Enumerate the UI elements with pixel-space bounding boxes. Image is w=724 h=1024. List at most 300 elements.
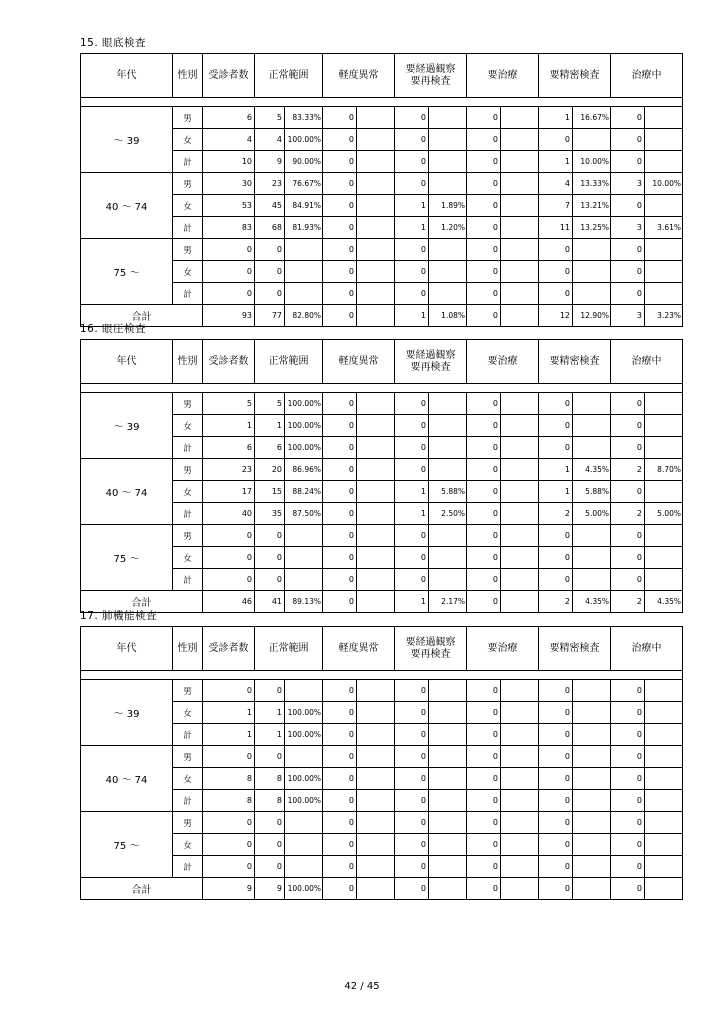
detailed-exam-count: 0 <box>539 746 573 768</box>
mild-abnormal-count: 0 <box>323 503 357 525</box>
examinees-cell: 0 <box>203 746 255 768</box>
sex-cell: 計 <box>173 790 203 812</box>
under-treatment-pct <box>645 151 683 173</box>
normal-range-count: 20 <box>255 459 285 481</box>
detailed-exam-count: 0 <box>539 393 573 415</box>
detailed-exam-pct: 13.21% <box>573 195 611 217</box>
age-group-cell: 75 ～ <box>81 239 173 305</box>
normal-range-pct: 90.00% <box>285 151 323 173</box>
detailed-exam-count: 0 <box>539 283 573 305</box>
examinees-cell: 0 <box>203 569 255 591</box>
needs-treatment-count: 0 <box>467 746 501 768</box>
normal-range-count: 45 <box>255 195 285 217</box>
detailed-exam-count: 0 <box>539 129 573 151</box>
lung-function-table <box>80 626 683 900</box>
needs-treatment-pct <box>501 107 539 129</box>
header-detailed: 要精密検査 <box>539 340 611 384</box>
age-group-cell: 40 ～ 74 <box>81 746 173 812</box>
needs-treatment-pct <box>501 129 539 151</box>
table-row <box>81 525 683 547</box>
under-treatment-pct <box>645 702 683 724</box>
age-group-cell: ～ 39 <box>81 107 173 173</box>
followup-recheck-count: 0 <box>395 107 429 129</box>
needs-treatment-count: 0 <box>467 812 501 834</box>
examinees-cell: 0 <box>203 283 255 305</box>
mild-abnormal-pct <box>357 525 395 547</box>
detailed-exam-count: 0 <box>539 547 573 569</box>
needs-treatment-count: 0 <box>467 393 501 415</box>
examinees-cell: 17 <box>203 481 255 503</box>
followup-recheck-count: 0 <box>395 834 429 856</box>
normal-range-pct <box>285 239 323 261</box>
under-treatment-count: 0 <box>611 195 645 217</box>
detailed-exam-count: 4 <box>539 173 573 195</box>
examinees-cell: 30 <box>203 173 255 195</box>
under-treatment-pct: 10.00% <box>645 173 683 195</box>
under-treatment-count: 0 <box>611 151 645 173</box>
header-row <box>81 340 683 384</box>
followup-recheck-pct <box>429 768 467 790</box>
header-normal: 正常範囲 <box>255 340 323 384</box>
normal-range-count: 5 <box>255 107 285 129</box>
followup-recheck-count: 0 <box>395 569 429 591</box>
needs-treatment-count: 0 <box>467 437 501 459</box>
detailed-exam-count: 0 <box>539 834 573 856</box>
under-treatment-count: 0 <box>611 525 645 547</box>
under-treatment-count: 2 <box>611 503 645 525</box>
normal-range-count: 0 <box>255 812 285 834</box>
examinees-cell: 0 <box>203 834 255 856</box>
followup-recheck-pct <box>429 856 467 878</box>
total-mild-abnormal-pct <box>357 591 395 613</box>
followup-recheck-pct <box>429 724 467 746</box>
mild-abnormal-pct <box>357 283 395 305</box>
header-followup-line1: 要経過観察 <box>405 349 456 361</box>
detailed-exam-pct <box>573 283 611 305</box>
normal-range-count: 8 <box>255 768 285 790</box>
total-mild-abnormal-count: 0 <box>323 305 357 327</box>
sex-cell: 計 <box>173 283 203 305</box>
header-followup-line2: 要再検査 <box>410 648 451 660</box>
normal-range-pct <box>285 569 323 591</box>
normal-range-count: 0 <box>255 680 285 702</box>
needs-treatment-pct <box>501 856 539 878</box>
mild-abnormal-count: 0 <box>323 217 357 239</box>
mild-abnormal-pct <box>357 702 395 724</box>
needs-treatment-pct <box>501 151 539 173</box>
detailed-exam-count: 11 <box>539 217 573 239</box>
under-treatment-count: 3 <box>611 217 645 239</box>
under-treatment-count: 0 <box>611 812 645 834</box>
header-under-treatment: 治療中 <box>611 340 683 384</box>
under-treatment-pct <box>645 129 683 151</box>
spacer-cell <box>81 384 683 393</box>
needs-treatment-count: 0 <box>467 459 501 481</box>
under-treatment-count: 0 <box>611 768 645 790</box>
under-treatment-pct <box>645 569 683 591</box>
header-row <box>81 54 683 98</box>
normal-range-count: 0 <box>255 283 285 305</box>
spacer-row <box>81 671 683 680</box>
total-examinees: 46 <box>203 591 255 613</box>
normal-range-count: 0 <box>255 239 285 261</box>
examinees-cell: 0 <box>203 239 255 261</box>
mild-abnormal-count: 0 <box>323 283 357 305</box>
detailed-exam-pct: 5.00% <box>573 503 611 525</box>
total-detailed-exam-count: 0 <box>539 878 573 900</box>
detailed-exam-count: 0 <box>539 856 573 878</box>
spacer-row <box>81 384 683 393</box>
mild-abnormal-pct <box>357 812 395 834</box>
needs-treatment-count: 0 <box>467 151 501 173</box>
detailed-exam-pct <box>573 129 611 151</box>
followup-recheck-count: 0 <box>395 239 429 261</box>
under-treatment-count: 0 <box>611 437 645 459</box>
sex-cell: 男 <box>173 680 203 702</box>
total-under-treatment-count: 3 <box>611 305 645 327</box>
normal-range-count: 1 <box>255 724 285 746</box>
followup-recheck-pct <box>429 173 467 195</box>
under-treatment-pct <box>645 724 683 746</box>
header-followup-line2: 要再検査 <box>410 75 451 87</box>
header-under-treatment: 治療中 <box>611 627 683 671</box>
mild-abnormal-pct <box>357 415 395 437</box>
examinees-cell: 8 <box>203 790 255 812</box>
followup-recheck-pct <box>429 790 467 812</box>
needs-treatment-count: 0 <box>467 680 501 702</box>
examinees-cell: 23 <box>203 459 255 481</box>
normal-range-count: 0 <box>255 834 285 856</box>
total-needs-treatment-pct <box>501 878 539 900</box>
under-treatment-count: 0 <box>611 790 645 812</box>
age-group-cell: ～ 39 <box>81 680 173 746</box>
sex-cell: 計 <box>173 856 203 878</box>
under-treatment-count: 0 <box>611 107 645 129</box>
followup-recheck-count: 1 <box>395 217 429 239</box>
normal-range-pct: 100.00% <box>285 437 323 459</box>
followup-recheck-pct <box>429 129 467 151</box>
total-followup-recheck-pct: 2.17% <box>429 591 467 613</box>
total-under-treatment-pct <box>645 878 683 900</box>
mild-abnormal-count: 0 <box>323 702 357 724</box>
detailed-exam-pct <box>573 569 611 591</box>
followup-recheck-pct <box>429 261 467 283</box>
mild-abnormal-pct <box>357 239 395 261</box>
total-examinees: 93 <box>203 305 255 327</box>
mild-abnormal-pct <box>357 393 395 415</box>
under-treatment-count: 0 <box>611 569 645 591</box>
needs-treatment-count: 0 <box>467 768 501 790</box>
mild-abnormal-pct <box>357 481 395 503</box>
followup-recheck-pct: 1.89% <box>429 195 467 217</box>
section-title-15: 15. 眼底検査 <box>80 37 147 49</box>
total-normal-range-count: 9 <box>255 878 285 900</box>
sex-cell: 男 <box>173 459 203 481</box>
header-normal: 正常範囲 <box>255 54 323 98</box>
needs-treatment-count: 0 <box>467 724 501 746</box>
mild-abnormal-pct <box>357 790 395 812</box>
followup-recheck-pct <box>429 547 467 569</box>
header-sex: 性別 <box>173 627 203 671</box>
under-treatment-count: 0 <box>611 239 645 261</box>
detailed-exam-count: 0 <box>539 415 573 437</box>
needs-treatment-pct <box>501 173 539 195</box>
normal-range-count: 15 <box>255 481 285 503</box>
normal-range-pct <box>285 746 323 768</box>
detailed-exam-pct: 13.25% <box>573 217 611 239</box>
sex-cell: 男 <box>173 239 203 261</box>
under-treatment-count: 0 <box>611 834 645 856</box>
needs-treatment-count: 0 <box>467 834 501 856</box>
followup-recheck-count: 0 <box>395 415 429 437</box>
normal-range-pct: 81.93% <box>285 217 323 239</box>
detailed-exam-count: 7 <box>539 195 573 217</box>
needs-treatment-pct <box>501 393 539 415</box>
mild-abnormal-pct <box>357 173 395 195</box>
detailed-exam-pct <box>573 834 611 856</box>
header-under-treatment: 治療中 <box>611 54 683 98</box>
total-followup-recheck-count: 0 <box>395 878 429 900</box>
examinees-cell: 1 <box>203 724 255 746</box>
examinees-cell: 1 <box>203 415 255 437</box>
spacer-row <box>81 98 683 107</box>
detailed-exam-pct <box>573 856 611 878</box>
normal-range-pct <box>285 812 323 834</box>
mild-abnormal-pct <box>357 217 395 239</box>
total-mild-abnormal-count: 0 <box>323 591 357 613</box>
mild-abnormal-pct <box>357 129 395 151</box>
total-detailed-exam-count: 12 <box>539 305 573 327</box>
header-mild: 軽度異常 <box>323 627 395 671</box>
under-treatment-count: 0 <box>611 129 645 151</box>
normal-range-count: 0 <box>255 569 285 591</box>
followup-recheck-pct <box>429 525 467 547</box>
detailed-exam-pct <box>573 812 611 834</box>
total-mild-abnormal-pct <box>357 878 395 900</box>
under-treatment-pct <box>645 195 683 217</box>
table-row <box>81 746 683 768</box>
header-age: 年代 <box>81 340 173 384</box>
total-mild-abnormal-count: 0 <box>323 878 357 900</box>
under-treatment-pct <box>645 834 683 856</box>
header-followup <box>395 54 467 98</box>
mild-abnormal-pct <box>357 261 395 283</box>
mild-abnormal-count: 0 <box>323 547 357 569</box>
needs-treatment-count: 0 <box>467 107 501 129</box>
detailed-exam-pct <box>573 437 611 459</box>
detailed-exam-count: 0 <box>539 569 573 591</box>
under-treatment-pct <box>645 437 683 459</box>
followup-recheck-pct <box>429 151 467 173</box>
mild-abnormal-count: 0 <box>323 261 357 283</box>
total-label: 合計 <box>81 591 203 613</box>
total-under-treatment-pct: 4.35% <box>645 591 683 613</box>
under-treatment-pct: 3.61% <box>645 217 683 239</box>
table-body <box>81 340 683 613</box>
sex-cell: 女 <box>173 481 203 503</box>
under-treatment-pct <box>645 680 683 702</box>
normal-range-count: 8 <box>255 790 285 812</box>
normal-range-pct: 84.91% <box>285 195 323 217</box>
normal-range-pct: 100.00% <box>285 415 323 437</box>
mild-abnormal-count: 0 <box>323 393 357 415</box>
total-row <box>81 591 683 613</box>
needs-treatment-pct <box>501 283 539 305</box>
followup-recheck-pct <box>429 393 467 415</box>
age-group-cell: 40 ～ 74 <box>81 173 173 239</box>
sex-cell: 女 <box>173 702 203 724</box>
examinees-cell: 40 <box>203 503 255 525</box>
examinees-cell: 0 <box>203 680 255 702</box>
normal-range-count: 0 <box>255 525 285 547</box>
followup-recheck-count: 0 <box>395 283 429 305</box>
mild-abnormal-pct <box>357 151 395 173</box>
normal-range-count: 5 <box>255 393 285 415</box>
sex-cell: 女 <box>173 261 203 283</box>
detailed-exam-pct <box>573 790 611 812</box>
needs-treatment-count: 0 <box>467 569 501 591</box>
mild-abnormal-count: 0 <box>323 856 357 878</box>
detailed-exam-pct: 5.88% <box>573 481 611 503</box>
detailed-exam-pct <box>573 547 611 569</box>
total-detailed-exam-pct: 4.35% <box>573 591 611 613</box>
mild-abnormal-count: 0 <box>323 173 357 195</box>
normal-range-pct <box>285 283 323 305</box>
needs-treatment-pct <box>501 261 539 283</box>
under-treatment-pct <box>645 746 683 768</box>
sex-cell: 計 <box>173 151 203 173</box>
age-group-cell: 40 ～ 74 <box>81 459 173 525</box>
followup-recheck-count: 1 <box>395 481 429 503</box>
sex-cell: 男 <box>173 746 203 768</box>
detailed-exam-count: 2 <box>539 503 573 525</box>
normal-range-pct: 100.00% <box>285 393 323 415</box>
under-treatment-pct <box>645 812 683 834</box>
mild-abnormal-count: 0 <box>323 107 357 129</box>
needs-treatment-pct <box>501 239 539 261</box>
needs-treatment-pct <box>501 702 539 724</box>
table-row <box>81 107 683 129</box>
under-treatment-pct <box>645 790 683 812</box>
sex-cell: 計 <box>173 569 203 591</box>
total-under-treatment-pct: 3.23% <box>645 305 683 327</box>
mild-abnormal-pct <box>357 724 395 746</box>
needs-treatment-pct <box>501 547 539 569</box>
total-needs-treatment-count: 0 <box>467 305 501 327</box>
page-number: 42 / 45 <box>344 981 380 992</box>
mild-abnormal-count: 0 <box>323 834 357 856</box>
normal-range-count: 1 <box>255 702 285 724</box>
total-needs-treatment-count: 0 <box>467 591 501 613</box>
followup-recheck-pct <box>429 283 467 305</box>
normal-range-pct: 100.00% <box>285 724 323 746</box>
normal-range-count: 0 <box>255 746 285 768</box>
header-examinees: 受診者数 <box>203 627 255 671</box>
examinees-cell: 1 <box>203 702 255 724</box>
followup-recheck-pct <box>429 702 467 724</box>
under-treatment-pct <box>645 239 683 261</box>
detailed-exam-count: 0 <box>539 790 573 812</box>
under-treatment-pct <box>645 481 683 503</box>
followup-recheck-count: 1 <box>395 195 429 217</box>
detailed-exam-count: 0 <box>539 680 573 702</box>
examinees-cell: 0 <box>203 547 255 569</box>
needs-treatment-pct <box>501 415 539 437</box>
examinees-cell: 10 <box>203 151 255 173</box>
detailed-exam-pct: 10.00% <box>573 151 611 173</box>
needs-treatment-count: 0 <box>467 503 501 525</box>
mild-abnormal-count: 0 <box>323 239 357 261</box>
table-row <box>81 459 683 481</box>
age-group-cell: ～ 39 <box>81 393 173 459</box>
total-normal-range-count: 41 <box>255 591 285 613</box>
under-treatment-pct <box>645 525 683 547</box>
followup-recheck-pct: 1.20% <box>429 217 467 239</box>
under-treatment-pct: 5.00% <box>645 503 683 525</box>
under-treatment-count: 0 <box>611 283 645 305</box>
needs-treatment-pct <box>501 790 539 812</box>
header-normal: 正常範囲 <box>255 627 323 671</box>
followup-recheck-count: 0 <box>395 547 429 569</box>
detailed-exam-pct <box>573 261 611 283</box>
under-treatment-count: 0 <box>611 856 645 878</box>
followup-recheck-count: 0 <box>395 151 429 173</box>
total-normal-range-pct: 82.80% <box>285 305 323 327</box>
normal-range-count: 0 <box>255 547 285 569</box>
followup-recheck-pct: 5.88% <box>429 481 467 503</box>
followup-recheck-count: 0 <box>395 724 429 746</box>
sex-cell: 男 <box>173 173 203 195</box>
spacer-cell <box>81 98 683 107</box>
mild-abnormal-pct <box>357 856 395 878</box>
under-treatment-pct <box>645 107 683 129</box>
header-examinees: 受診者数 <box>203 54 255 98</box>
header-followup-line1: 要経過観察 <box>405 636 456 648</box>
detailed-exam-count: 1 <box>539 107 573 129</box>
normal-range-count: 4 <box>255 129 285 151</box>
followup-recheck-count: 0 <box>395 437 429 459</box>
header-mild: 軽度異常 <box>323 54 395 98</box>
mild-abnormal-pct <box>357 437 395 459</box>
total-row <box>81 305 683 327</box>
under-treatment-count: 0 <box>611 415 645 437</box>
needs-treatment-count: 0 <box>467 415 501 437</box>
fundus-exam-table <box>80 53 683 327</box>
examinees-cell: 53 <box>203 195 255 217</box>
mild-abnormal-count: 0 <box>323 724 357 746</box>
needs-treatment-pct <box>501 503 539 525</box>
normal-range-pct: 88.24% <box>285 481 323 503</box>
needs-treatment-count: 0 <box>467 173 501 195</box>
mild-abnormal-count: 0 <box>323 437 357 459</box>
followup-recheck-pct <box>429 812 467 834</box>
table-row <box>81 812 683 834</box>
followup-recheck-pct <box>429 437 467 459</box>
header-sex: 性別 <box>173 340 203 384</box>
under-treatment-count: 3 <box>611 173 645 195</box>
needs-treatment-pct <box>501 812 539 834</box>
table-row <box>81 680 683 702</box>
needs-treatment-count: 0 <box>467 790 501 812</box>
needs-treatment-pct <box>501 217 539 239</box>
total-row <box>81 878 683 900</box>
normal-range-count: 35 <box>255 503 285 525</box>
followup-recheck-count: 0 <box>395 790 429 812</box>
sex-cell: 計 <box>173 217 203 239</box>
under-treatment-count: 0 <box>611 393 645 415</box>
needs-treatment-pct <box>501 459 539 481</box>
under-treatment-count: 0 <box>611 724 645 746</box>
